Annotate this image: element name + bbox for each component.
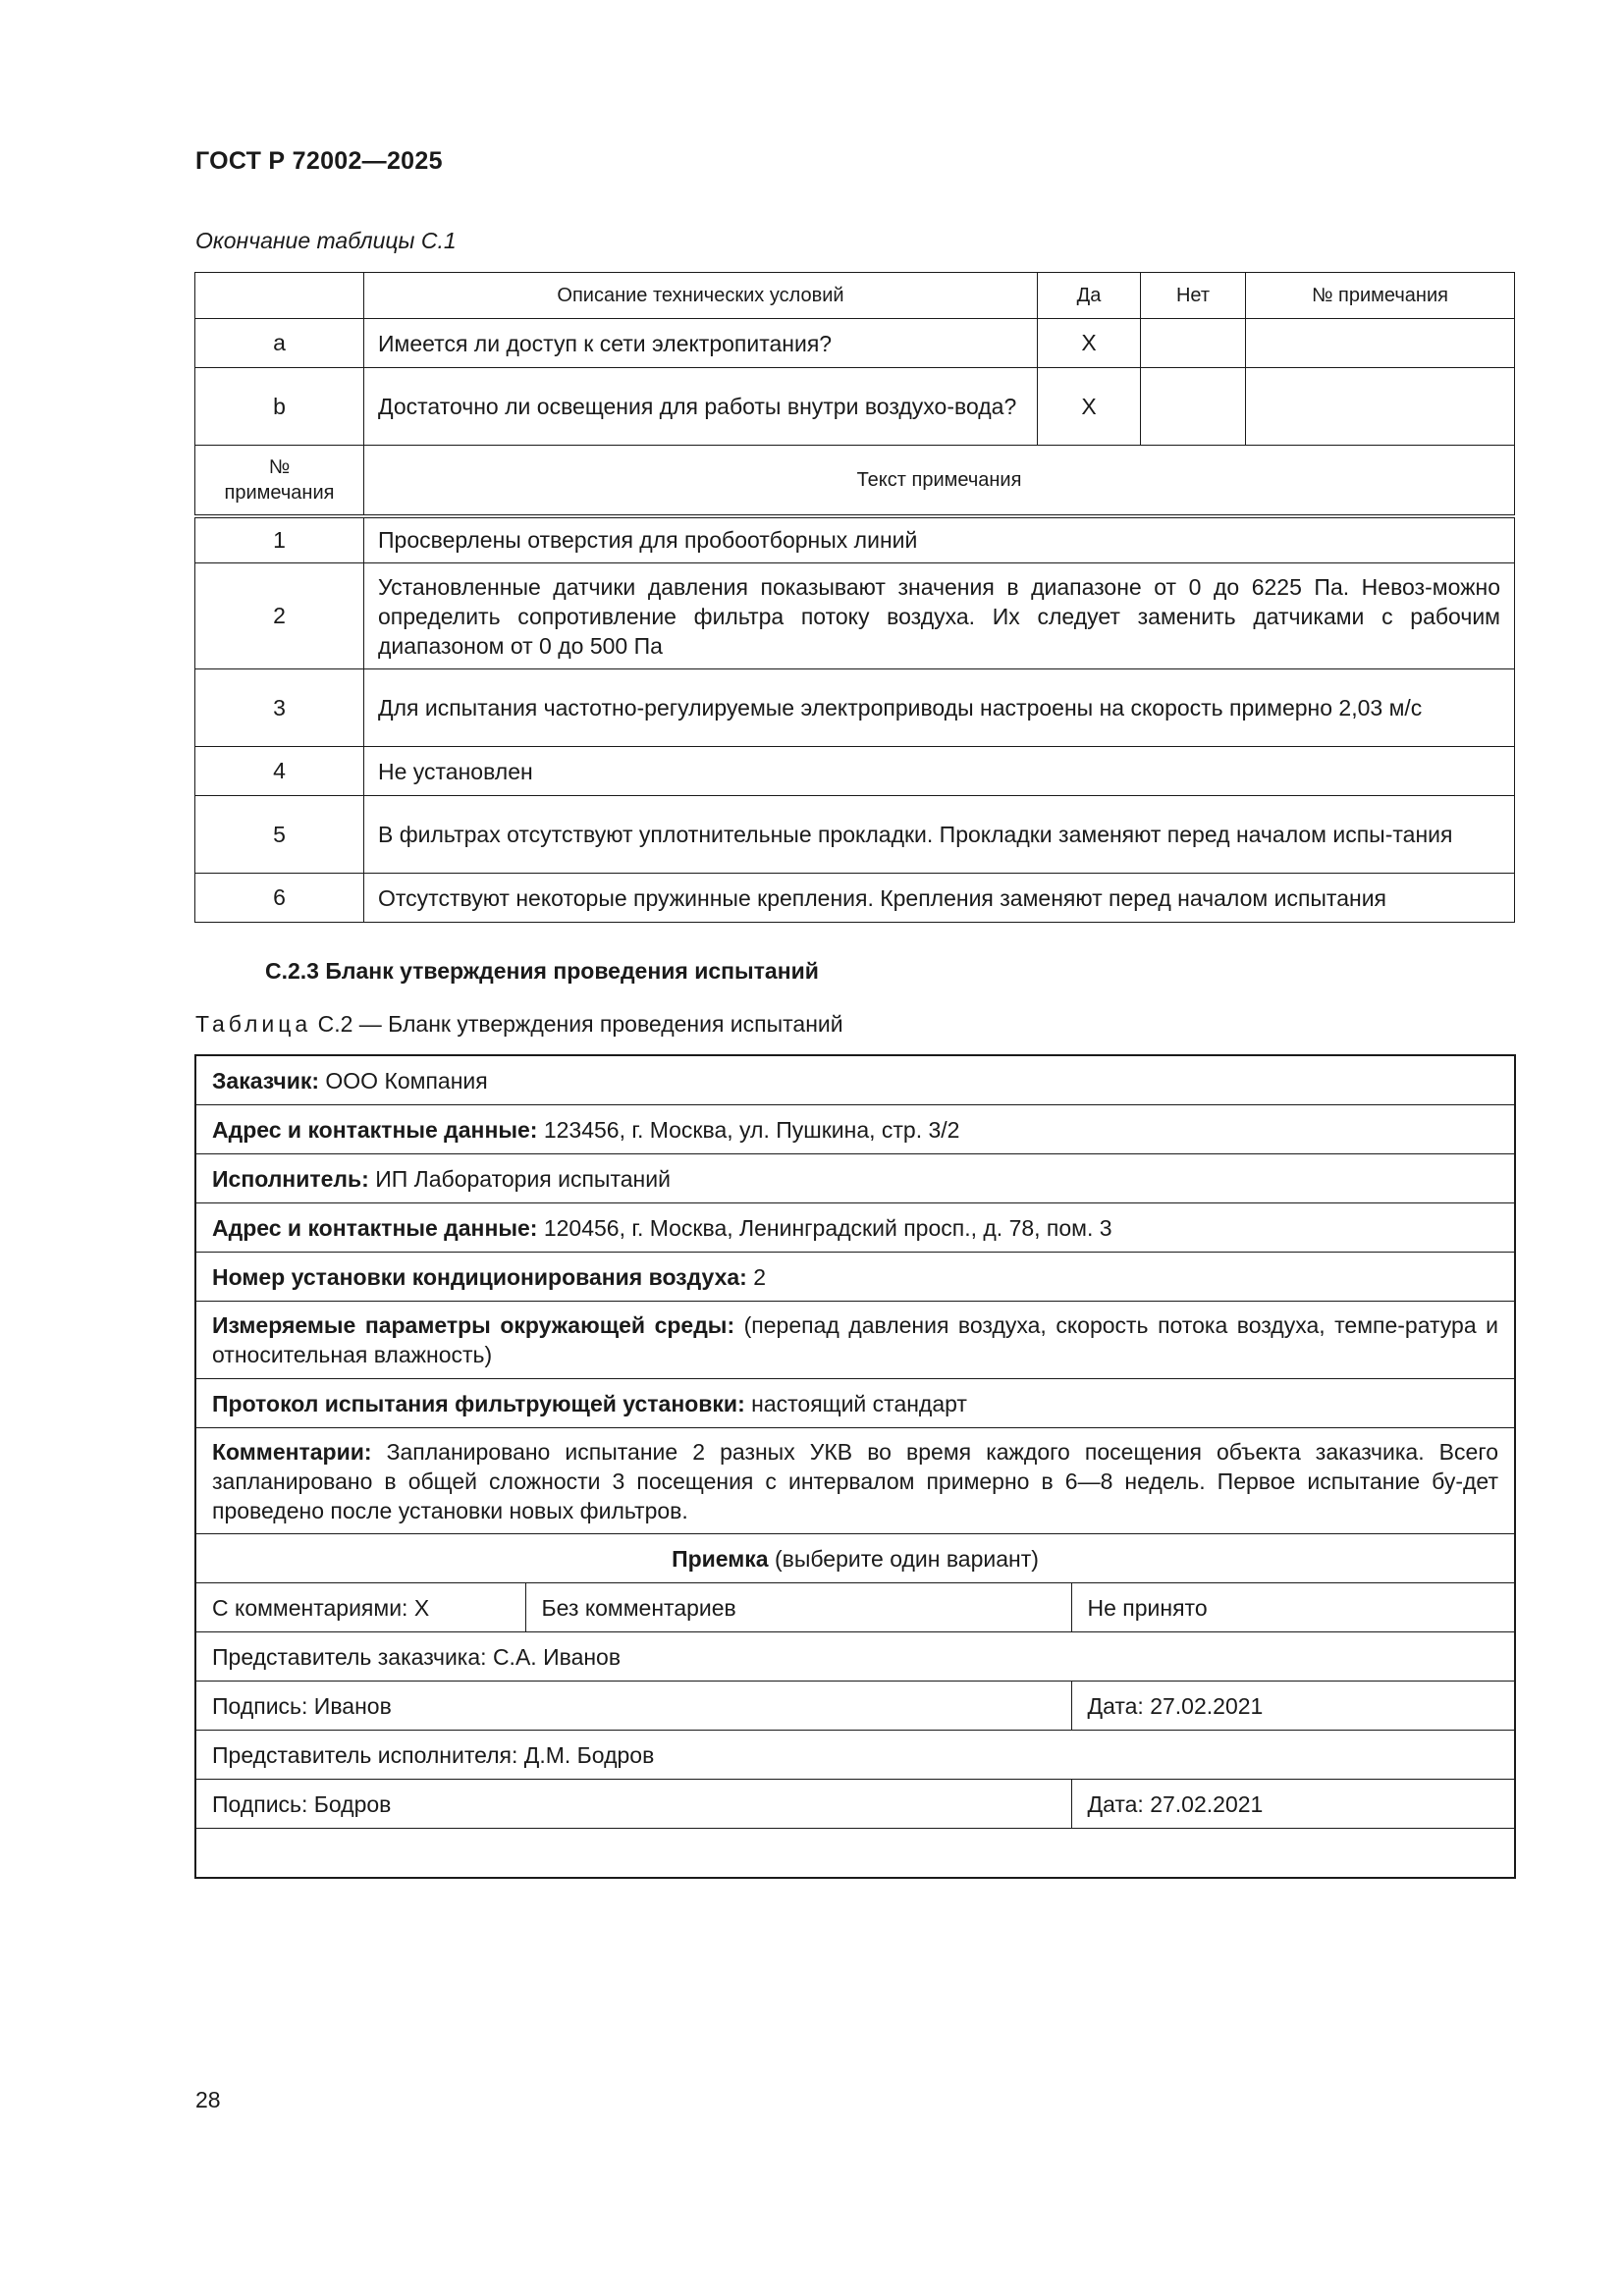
customer-value: ООО Компания (319, 1067, 488, 1094)
unit-number-label: Номер установки кондиционирования воздуха: (212, 1263, 747, 1290)
header-description: Описание технических условий (364, 273, 1038, 319)
table-row (195, 669, 1515, 747)
acceptance-header-cell (195, 1534, 1515, 1583)
executor-value: ИП Лаборатория испытаний (368, 1165, 671, 1192)
customer-label: Заказчик: (212, 1067, 320, 1094)
condition-note (1246, 368, 1515, 446)
acceptance-hint: (выберите один вариант) (768, 1545, 1039, 1572)
note-text: Просверлены отверстия для пробоотборных линий (364, 516, 1515, 563)
unit-number-row (195, 1253, 1515, 1302)
executor-address-value: 120456, г. Москва, Ленинградский просп., д. 78, пом. 3 (537, 1214, 1112, 1241)
acceptance-options-row (195, 1583, 1515, 1632)
table2-caption (195, 1011, 843, 1038)
option-rejected: Не принято (1071, 1583, 1515, 1632)
executor-signature: Подпись: Бодров (195, 1780, 1071, 1829)
executor-label: Исполнитель: (212, 1165, 369, 1192)
table2-caption-text: С.2 — Бланк утверждения проведения испытаний (311, 1011, 843, 1037)
customer-signature: Подпись: Иванов (195, 1682, 1071, 1731)
unit-number-value: 2 (746, 1263, 766, 1290)
comments-label: Комментарии: (212, 1438, 372, 1465)
test-protocol-label: Протокол испытания фильтрующей установки: (212, 1390, 745, 1416)
comments-row (195, 1428, 1515, 1534)
unit-number-cell (195, 1253, 1515, 1302)
empty-row (195, 1829, 1515, 1879)
acceptance-label: Приемка (672, 1545, 769, 1572)
table-continuation-caption: Окончание таблицы С.1 (195, 228, 457, 253)
executor-address-cell (195, 1203, 1515, 1253)
option-without-comments: Без комментариев (525, 1583, 1071, 1632)
note-number: 2 (195, 563, 364, 669)
note-text: Для испытания частотно-регулируемые электроприводы настроены на скорость примерно 2,03 м/с (364, 669, 1515, 747)
comments-value: Запланировано испытание 2 разных УКВ во время каждого посещения объекта заказчика. Всего запланировано в общей сложности 3 посещения с интервалом примерно в 6—8 недель. Первое испытание бу-дет проведено после установки новых фильтров. (212, 1438, 1498, 1523)
note-text: В фильтрах отсутствуют уплотнительные прокладки. Прокладки заменяют перед началом испы-тания (364, 796, 1515, 874)
condition-text: Имеется ли доступ к сети электропитания? (364, 319, 1038, 368)
executor-row (195, 1154, 1515, 1203)
measured-parameters-cell (195, 1302, 1515, 1379)
option-with-comments: С комментариями: X (195, 1583, 525, 1632)
condition-yes-mark: X (1038, 319, 1141, 368)
comments-cell (195, 1428, 1515, 1534)
table-row (195, 747, 1515, 796)
document-header: ГОСТ Р 72002—2025 (195, 147, 443, 175)
executor-address-label: Адрес и контактные данные: (212, 1214, 538, 1241)
note-text: Отсутствуют некоторые пружинные крепления. Крепления заменяют перед началом испытания (364, 874, 1515, 923)
notes-number-word: примечания (224, 481, 335, 504)
table-header-row (195, 273, 1515, 319)
measured-parameters-label: Измеряемые параметры окружающей среды: (212, 1312, 735, 1338)
condition-note (1246, 319, 1515, 368)
table-row (195, 874, 1515, 923)
executor-representative: Представитель исполнителя: Д.М. Бодров (195, 1731, 1515, 1780)
table-row (195, 796, 1515, 874)
table-row (195, 563, 1515, 669)
table-row (195, 516, 1515, 563)
measured-parameters-value: (перепад давления воздуха, скорость потока воздуха, темпе-ратура и относительная влажность) (212, 1312, 1498, 1367)
executor-signature-row (195, 1780, 1515, 1829)
condition-yes-mark: X (1038, 368, 1141, 446)
table-row (195, 368, 1515, 446)
test-protocol-value: настоящий стандарт (744, 1390, 967, 1416)
test-protocol-row (195, 1379, 1515, 1428)
notes-text-header: Текст примечания (364, 446, 1515, 516)
customer-representative: Представитель заказчика: С.А. Иванов (195, 1632, 1515, 1682)
executor-representative-row (195, 1731, 1515, 1780)
empty-cell (195, 1829, 1515, 1879)
note-text: Не установлен (364, 747, 1515, 796)
notes-header-row (195, 446, 1515, 516)
customer-address-cell (195, 1105, 1515, 1154)
customer-signature-row (195, 1682, 1515, 1731)
test-approval-form-table (194, 1054, 1516, 1879)
note-number: 4 (195, 747, 364, 796)
executor-cell (195, 1154, 1515, 1203)
table2-caption-word: Таблица (195, 1011, 312, 1037)
section-heading: С.2.3 Бланк утверждения проведения испытаний (265, 958, 819, 984)
condition-code: a (195, 319, 364, 368)
notes-number-symbol: № (268, 455, 291, 478)
customer-date: Дата: 27.02.2021 (1071, 1682, 1515, 1731)
executor-date: Дата: 27.02.2021 (1071, 1780, 1515, 1829)
notes-number-header (195, 446, 364, 516)
technical-conditions-table (194, 272, 1515, 923)
customer-address-row (195, 1105, 1515, 1154)
customer-address-value: 123456, г. Москва, ул. Пушкина, стр. 3/2 (537, 1116, 960, 1143)
condition-code: b (195, 368, 364, 446)
note-number: 5 (195, 796, 364, 874)
note-number: 6 (195, 874, 364, 923)
table-row (195, 319, 1515, 368)
customer-address-label: Адрес и контактные данные: (212, 1116, 538, 1143)
note-number: 3 (195, 669, 364, 747)
executor-address-row (195, 1203, 1515, 1253)
note-number: 1 (195, 516, 364, 563)
note-text: Установленные датчики давления показывают значения в диапазоне от 0 до 6225 Па. Невоз-можно определить сопротивление фильтра потоку воздуха. Их следует заменить датчиками с рабочим диапазоном от 0 до 500 Па (364, 563, 1515, 669)
page-number: 28 (195, 2087, 221, 2112)
condition-no-mark (1141, 368, 1246, 446)
condition-no-mark (1141, 319, 1246, 368)
customer-row (195, 1055, 1515, 1105)
customer-representative-row (195, 1632, 1515, 1682)
customer-cell (195, 1055, 1515, 1105)
header-code-cell (195, 273, 364, 319)
header-no: Нет (1141, 273, 1246, 319)
measured-parameters-row (195, 1302, 1515, 1379)
header-note-number: № примечания (1246, 273, 1515, 319)
acceptance-header-row (195, 1534, 1515, 1583)
header-yes: Да (1038, 273, 1141, 319)
test-protocol-cell (195, 1379, 1515, 1428)
condition-text: Достаточно ли освещения для работы внутри воздухо-вода? (364, 368, 1038, 446)
